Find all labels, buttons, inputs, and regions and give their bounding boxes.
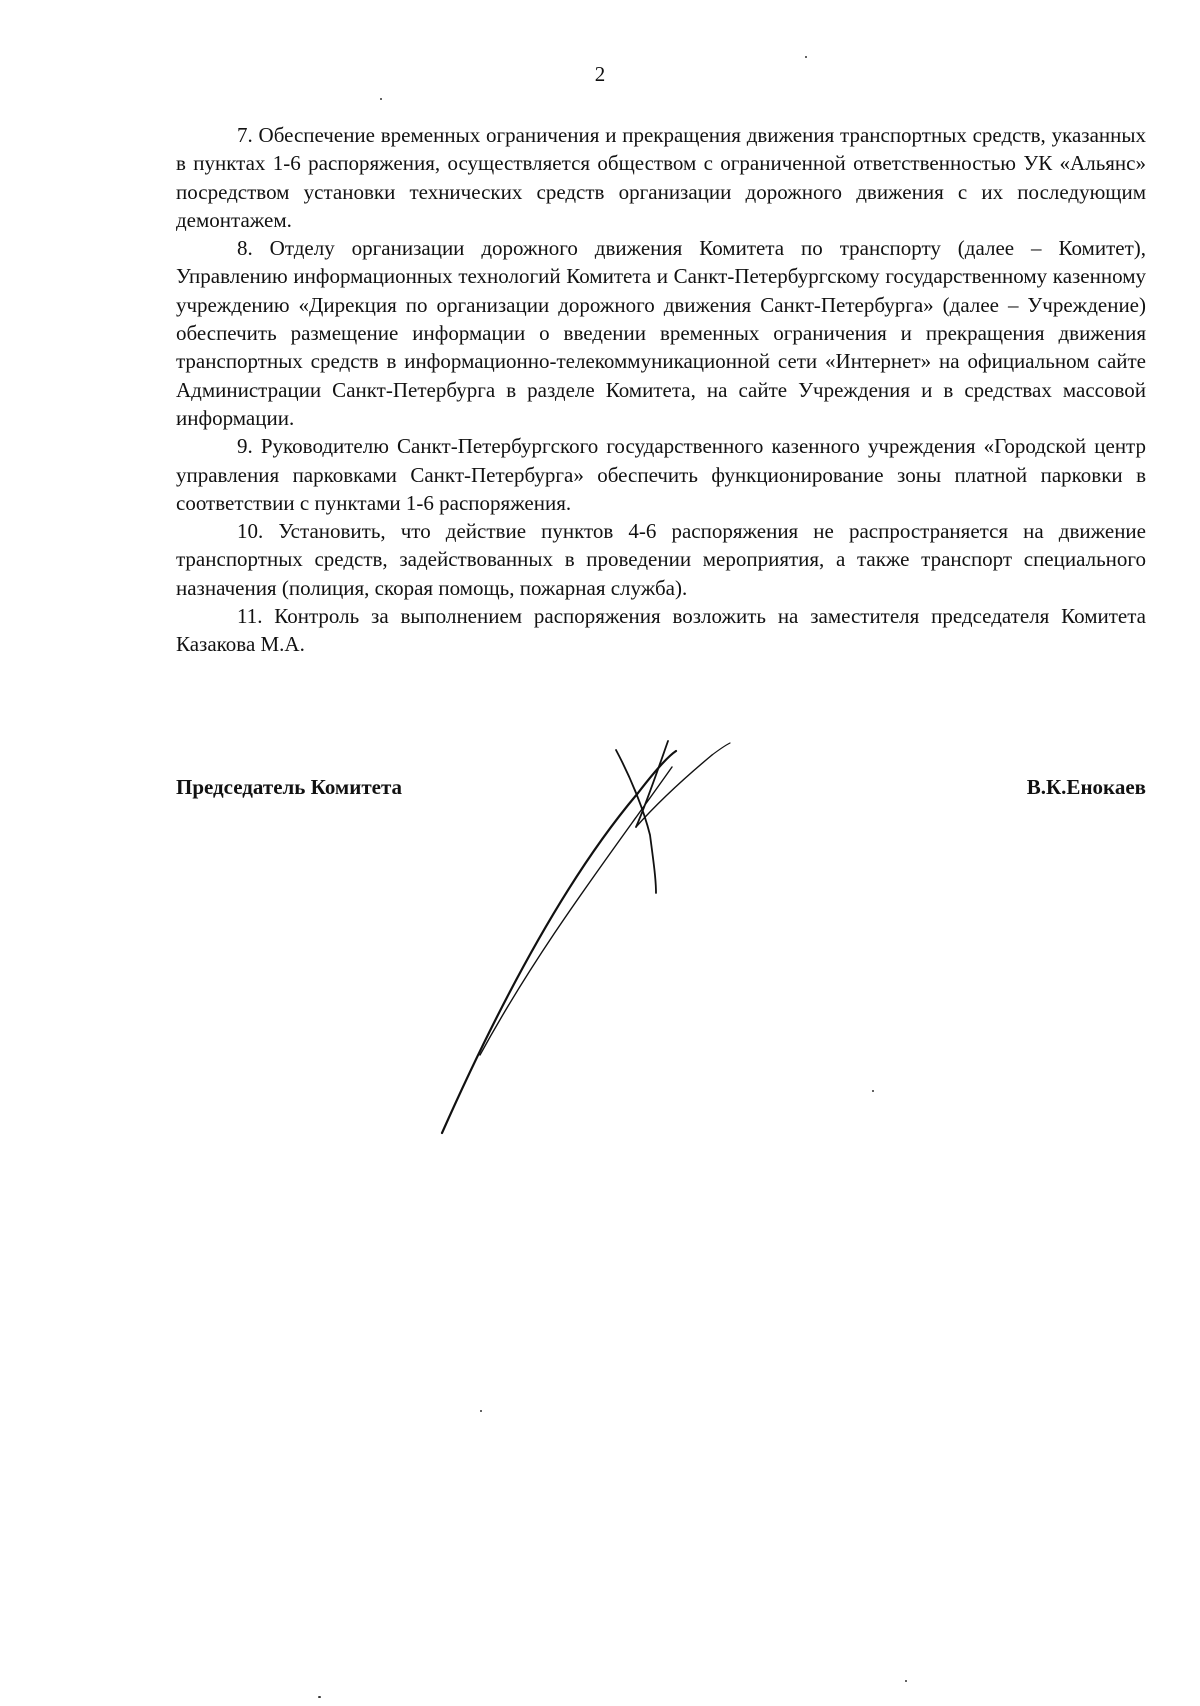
paragraph-10: 10. Установить, что действие пунктов 4-6 распоряжения не распространяется на движение транспортных средств, задействованных в проведении мероприятия, а также транспорт специального назначения (полиция, скорая помощь, пожарная служба). (176, 519, 1146, 600)
signatory-title: Председатель Комитета (176, 775, 403, 799)
paragraph-11: 11. Контроль за выполнением распоряжения возложить на заместителя председателя Комитета Казакова М.А. (176, 604, 1146, 657)
scan-speck (318, 1696, 321, 1698)
scan-speck (480, 1410, 482, 1412)
document-body (176, 121, 1146, 659)
paragraph-8: 8. Отделу организации дорожного движения Комитета по транспорту (далее – Комитет), Управлению информационных технологий Комитета и Санкт-Петербургскому государственному казенному учреждению «Дирекция по организации дорожного движения Санкт-Петербурга» (далее – Учреждение) обеспечить размещение информации о введении временных ограничения и прекращения движения транспортных средств в информационно-телекоммуникационной сети «Интернет» на официальном сайте Администрации Санкт-Петербурга в разделе Комитета, на сайте Учреждения и в средствах массовой информации. (176, 236, 1146, 430)
paragraph-9: 9. Руководителю Санкт-Петербургского государственного казенного учреждения «Городской центр управления парковками Санкт-Петербурга» обеспечить функционирование зоны платной парковки в соответствии с пунктами 1-6 распоряжения. (176, 434, 1146, 515)
paragraph-7: 7. Обеспечение временных ограничения и прекращения движения транспортных средств, указанных в пунктах 1-6 распоряжения, осуществляется обществом с ограниченной ответственностью УК «Альянс» посредством установки технических средств организации дорожного движения с их последующим демонтажем. (176, 123, 1146, 232)
scan-speck (380, 98, 382, 100)
scan-speck (905, 1680, 907, 1682)
handwritten-signature (420, 725, 780, 1145)
signatory-name: В.К.Енокаев (1026, 775, 1146, 799)
scan-speck (805, 56, 807, 58)
page-number: 2 (594, 62, 606, 86)
scan-speck (872, 1090, 874, 1092)
